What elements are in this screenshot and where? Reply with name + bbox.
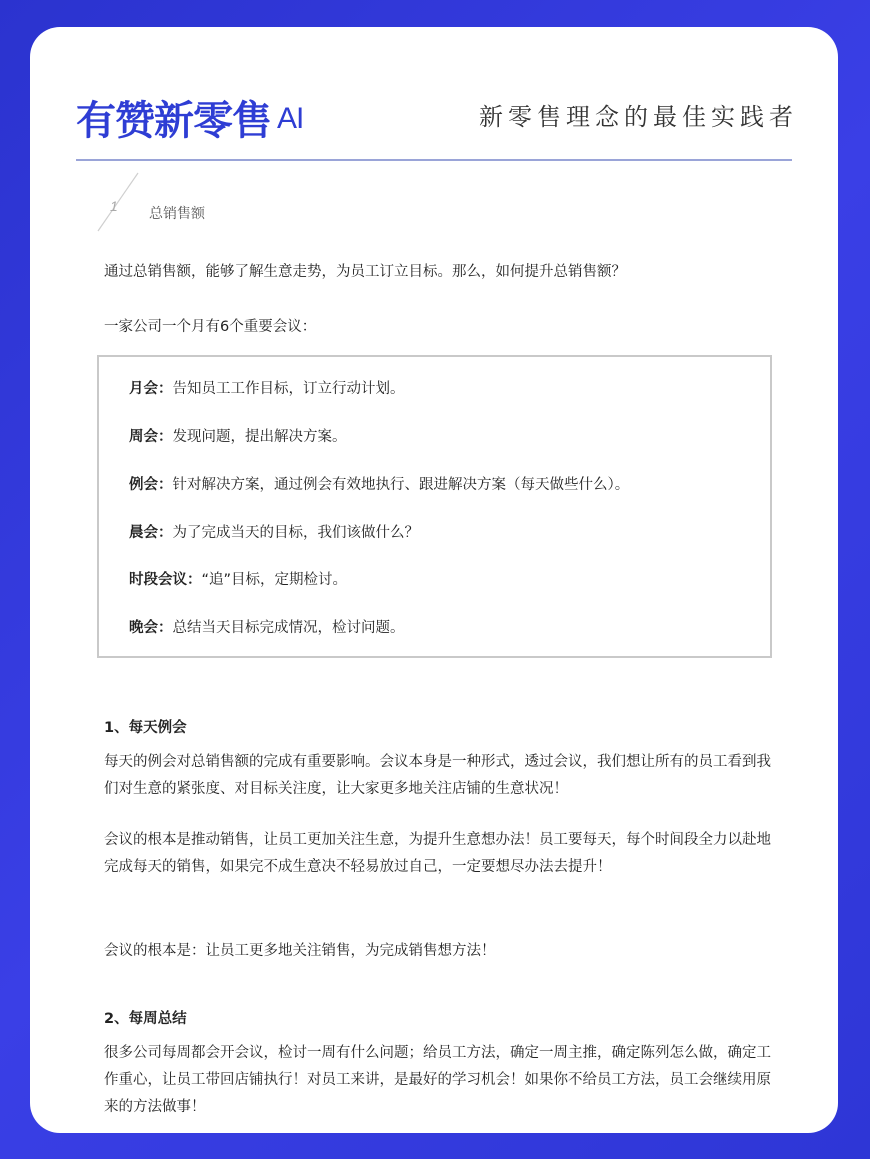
meeting-desc: “追”目标，定期检讨。 bbox=[201, 572, 348, 588]
section-title: 总销售额 bbox=[149, 206, 205, 222]
meeting-item: 晨会：为了完成当天的目标，我们该做什么？ bbox=[129, 525, 419, 541]
slogan: 新零售理念的最佳实践者 bbox=[479, 103, 798, 131]
weekly-paragraph: 很多公司每周都会开会议，检讨一周有什么问题；给员工方法，确定一周主推，确定陈列怎么做，确定工作重心，让员工带回店铺执行！对员工来讲，是最好的学习机会！如果你不给员工方法，员工会继续用原来的方法做事！ bbox=[104, 1045, 771, 1115]
brand-name: 有赞新零售 bbox=[76, 98, 271, 144]
header-divider bbox=[76, 159, 792, 161]
meeting-item: 例会：针对解决方案，通过例会有效地执行、跟进解决方案（每天做些什么）。 bbox=[129, 477, 630, 493]
meeting-name: 时段会议 bbox=[129, 572, 187, 588]
meeting-item: 晚会：总结当天目标完成情况，检讨问题。 bbox=[129, 620, 405, 636]
meeting-name: 例会 bbox=[129, 477, 158, 493]
meetings-box bbox=[97, 355, 772, 658]
daily-paragraph: 每天的例会对总销售额的完成有重要影响。会议本身是一种形式，透过会议，我们想让所有的员工看到我们对生意的紧张度、对目标关注度，让大家更多地关注店铺的生意状况！ bbox=[104, 754, 771, 797]
meeting-desc: 总结当天目标完成情况，检讨问题。 bbox=[172, 620, 405, 636]
brand-logo bbox=[76, 89, 303, 146]
brand-ai: AI bbox=[277, 102, 304, 135]
section-number-icon bbox=[96, 167, 146, 237]
meeting-item: 周会：发现问题，提出解决方案。 bbox=[129, 429, 347, 445]
intro-paragraph: 通过总销售额，能够了解生意走势，为员工订立目标。那么，如何提升总销售额？ bbox=[104, 264, 626, 280]
meeting-desc: 告知员工工作目标，订立行动计划。 bbox=[172, 381, 405, 397]
meeting-desc: 针对解决方案，通过例会有效地执行、跟进解决方案（每天做些什么）。 bbox=[172, 477, 630, 493]
meeting-name: 晨会 bbox=[129, 525, 158, 541]
daily-meeting-heading: 1、每天例会 bbox=[104, 720, 187, 736]
meeting-item: 月会：告知员工工作目标，订立行动计划。 bbox=[129, 381, 405, 397]
weekly-summary-heading: 2、每周总结 bbox=[104, 1011, 187, 1027]
meeting-desc: 为了完成当天的目标，我们该做什么？ bbox=[172, 525, 419, 541]
daily-paragraph: 会议的根本是：让员工更多地关注销售，为完成销售想方法！ bbox=[104, 943, 496, 959]
meeting-item: 时段会议：“追”目标，定期检讨。 bbox=[129, 572, 348, 588]
meetings-lead: 一家公司一个月有6个重要会议： bbox=[104, 319, 317, 335]
meeting-name: 晚会 bbox=[129, 620, 158, 636]
meeting-desc: 发现问题，提出解决方案。 bbox=[172, 429, 347, 445]
meeting-name: 周会 bbox=[129, 429, 158, 445]
daily-paragraph: 会议的根本是推动销售，让员工更加关注生意，为提升生意想办法！员工要每天，每个时间段全力以赴地完成每天的销售，如果完不成生意决不轻易放过自己，一定要想尽办法去提升！ bbox=[104, 832, 771, 875]
meeting-name: 月会 bbox=[129, 381, 158, 397]
content-card bbox=[30, 27, 838, 1133]
section-number: 1 bbox=[110, 198, 118, 214]
